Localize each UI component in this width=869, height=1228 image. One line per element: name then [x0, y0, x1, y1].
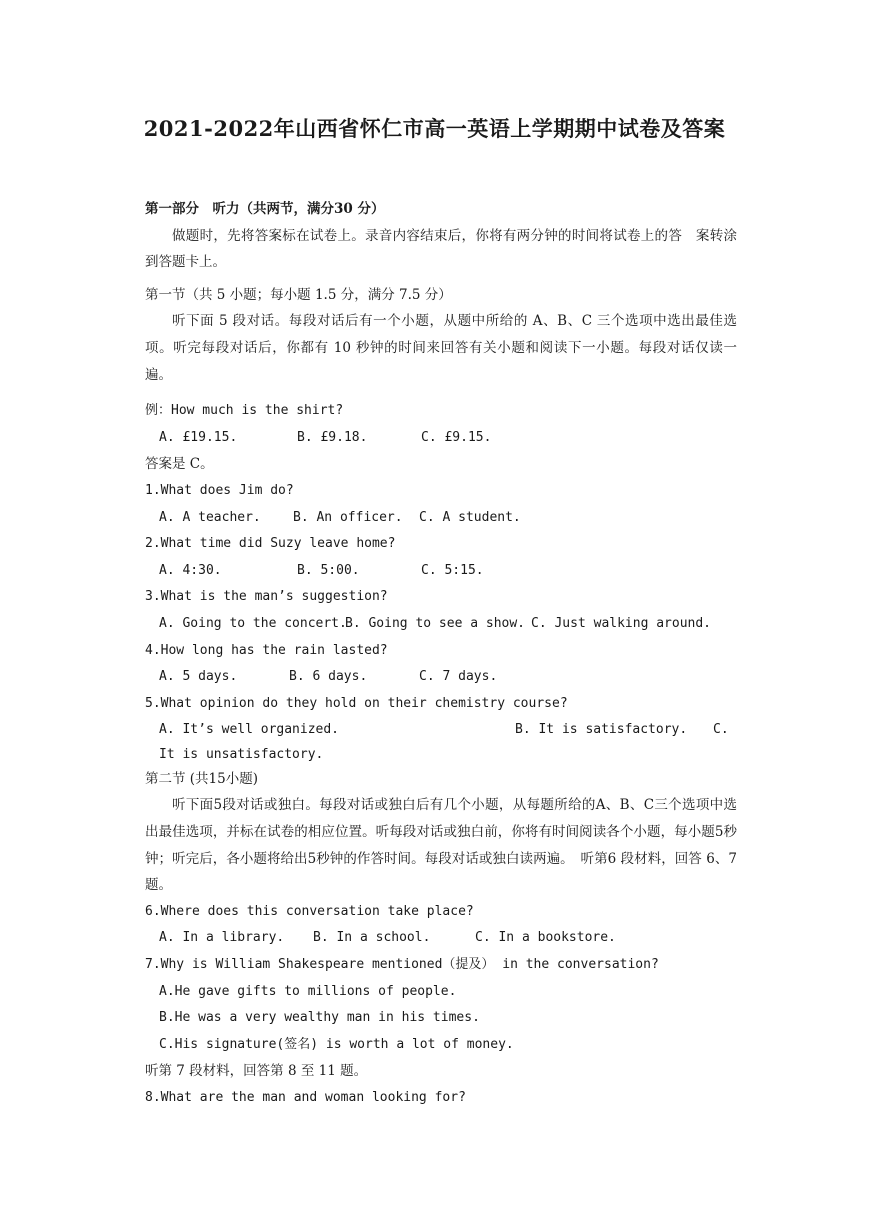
question-4-options: [145, 664, 737, 691]
example-answer: 答案是 C。: [145, 456, 214, 473]
question-6-options: [145, 925, 737, 952]
q3-option-b: B. Going to see a show.: [345, 615, 526, 631]
q7-option-b: B.He was a very wealthy man in his times.: [159, 1010, 480, 1026]
exam-content: [145, 196, 737, 1112]
question-1-options: [145, 505, 737, 532]
part1-heading: 第一部分 听力（共两节，满分30 分）: [145, 201, 385, 217]
q4-option-b: B. 6 days.: [289, 669, 368, 685]
question-6: 6.Where does this conversation take place?: [145, 903, 474, 919]
q6-option-c: C. In a bookstore.: [475, 930, 616, 946]
q7-option-c: C.His signature(签名) is worth a lot of money.: [159, 1036, 514, 1052]
q5-option-a: A. It’s well organized.: [159, 722, 340, 738]
example-question: 例：How much is the shirt?: [145, 403, 344, 419]
q2-option-a: A. 4:30.: [159, 562, 222, 578]
question-4: 4.How long has the rain lasted?: [145, 642, 388, 658]
q1-option-a: A. A teacher.: [159, 509, 261, 525]
q6-option-a: A. In a library.: [159, 930, 285, 946]
example-options: [145, 425, 737, 452]
q3-option-a: A. Going to the concert.: [159, 615, 347, 631]
q1-option-c: C. A student.: [419, 509, 521, 525]
q5-option-c: It is unsatisfactory.: [159, 746, 324, 762]
q1-option-b: B. An officer.: [293, 509, 403, 525]
question-3-options: [145, 611, 737, 638]
q2-option-b: B. 5:00.: [297, 562, 360, 578]
section2-intro: 听下面5段对话或独白。每段对话或独白后有几个小题，从每题所给的A、B、C三个选项中选出最佳选项，并标在试卷的相应位置。听每段对话或独白前，你将有时间阅读各个小题，每小题5秒钟；听完后，各小题将给出5秒钟的作答时间。每段对话或独白读两遍。 听第6 段材料，回答 6、7 题。: [145, 797, 737, 894]
example-option-b: B. £9.18.: [297, 429, 368, 445]
q7-option-a: A.He gave gifts to millions of people.: [159, 983, 457, 999]
question-3: 3.What is the man’s suggestion?: [145, 589, 388, 605]
example-option-c: C. £9.15.: [421, 429, 492, 445]
question-8: 8.What are the man and woman looking for?: [145, 1090, 466, 1105]
section2-instruction-2: 听第 7 段材料，回答第 8 至 11 题。: [145, 1063, 368, 1080]
question-2-options: [145, 558, 737, 585]
example-option-a: A. £19.15.: [159, 429, 238, 445]
section1-intro: 听下面 5 段对话。每段对话后有一个小题，从题中所给的 A、B、C 三个选项中选出最佳选项。听完每段对话后，你都有 10 秒钟的时间来回答有关小题和阅读下一小题。每段对话仅读一遍。: [145, 313, 737, 383]
question-5-options: [145, 717, 737, 744]
question-5: 5.What opinion do they hold on their chemistry course?: [145, 695, 568, 711]
q3-option-c: C. Just walking around.: [531, 615, 712, 631]
question-1: 1.What does Jim do?: [145, 482, 294, 498]
question-2: 2.What time did Suzy leave home?: [145, 536, 396, 552]
q2-option-c: C. 5:15.: [421, 562, 484, 578]
question-7: 7.Why is William Shakespeare mentioned（提及） in the conversation?: [145, 957, 659, 973]
section1-heading: 第一节（共 5 小题；每小题 1.5 分，满分 7.5 分）: [145, 286, 452, 303]
page-title: 2021-2022年山西省怀仁市高一英语上学期期中试卷及答案: [143, 116, 726, 141]
q6-option-b: B. In a school.: [313, 930, 431, 946]
q4-option-a: A. 5 days.: [159, 669, 238, 685]
q5-option-c-letter: C.: [713, 722, 729, 738]
section2-heading: 第二节 (共15小题): [145, 770, 259, 787]
q4-option-c: C. 7 days.: [419, 669, 498, 685]
q5-option-b: B. It is satisfactory.: [515, 722, 688, 738]
part1-intro: 做题时，先将答案标在试卷上。录音内容结束后，你将有两分钟的时间将试卷上的答 案转涂到答题卡上。: [145, 227, 737, 271]
